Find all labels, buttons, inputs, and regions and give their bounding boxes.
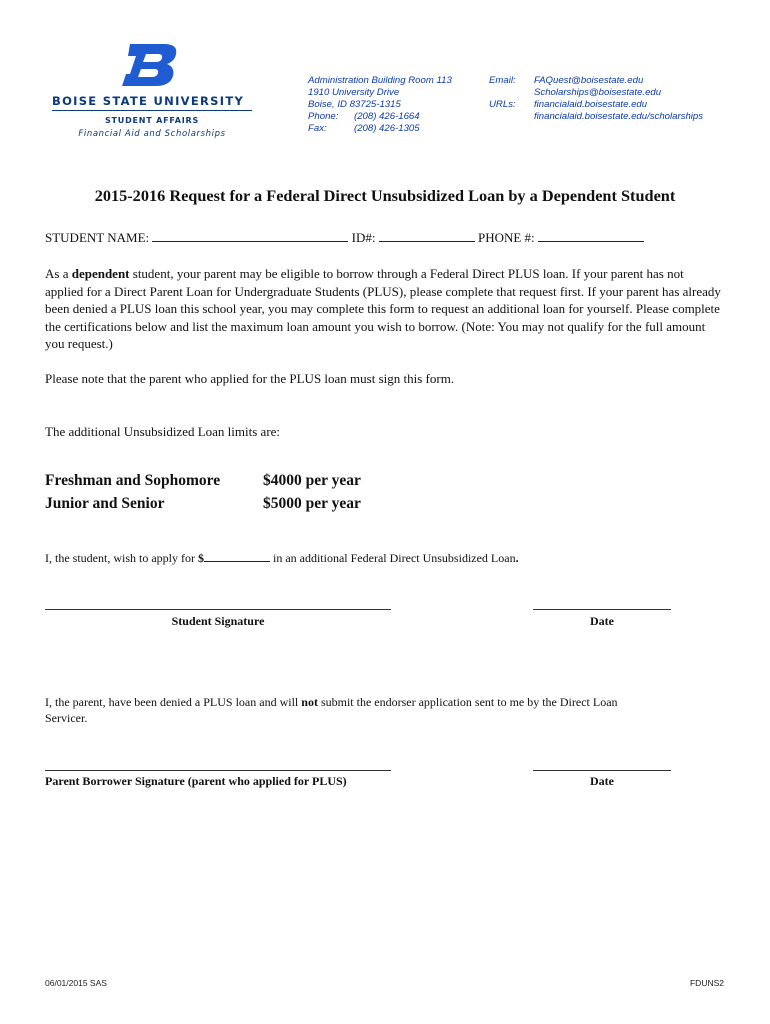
address-line: 1910 University Drive [308, 87, 400, 98]
subdepartment-name: Financial Aid and Scholarships [78, 129, 226, 139]
limit-level: Freshman and Sophomore [45, 472, 221, 489]
limit-level: Junior and Senior [45, 495, 165, 512]
student-date-line[interactable] [533, 609, 671, 610]
phone-field-label: PHONE #: [477, 230, 535, 245]
contact-block [489, 75, 703, 123]
fax-label: Fax: [308, 123, 327, 134]
currency-symbol: $ [197, 551, 204, 565]
parent-date-line[interactable] [533, 770, 671, 771]
email-label: Email: [489, 75, 516, 86]
limits-intro: The additional Unsubsidized Loan limits are: [45, 424, 281, 439]
url-link[interactable]: financialaid.boisestate.edu/scholarships [534, 111, 704, 122]
student-name-field[interactable] [152, 230, 348, 242]
form-title: 2015-2016 Request for a Federal Direct Unsubsidized Loan by a Dependent Student [94, 186, 676, 205]
student-signature-label: Student Signature [171, 614, 265, 628]
brand-name: BOISE STATE UNIVERSITY [52, 94, 245, 108]
student-name-label: STUDENT NAME: [45, 230, 150, 245]
footer-date-code: 06/01/2015 SAS [45, 978, 107, 988]
fax-number: (208) 426-1305 [354, 123, 420, 134]
student-signature-line[interactable] [45, 609, 391, 610]
parent-signature-label: Parent Borrower Signature (parent who applied for PLUS) [45, 774, 347, 788]
phone-number: (208) 426-1664 [354, 111, 420, 122]
intro-paragraph: As a dependent student, your parent may be eligible to borrow through a Federal Direct PLUS loan. If your parent has not applied for a Direct Parent Loan for Undergraduate Students (PLUS), please complete that request first. If your parent has already been denied a PLUS loan this school year, you may complete this form to request an additional loan for yourself. Please complete the certifications below and list the maximum loan amount you wish to borrow. (Note: You may not qualify for the full amount you request.) [45, 266, 721, 351]
urls-label: URLs: [489, 99, 516, 110]
loan-amount-field[interactable] [204, 550, 270, 562]
parent-note: Please note that the parent who applied for the PLUS loan must sign this form. [45, 371, 455, 386]
boise-state-b-logo-icon [120, 42, 180, 88]
department-name: STUDENT AFFAIRS [104, 116, 200, 125]
limit-amount: $4000 per year [263, 472, 361, 489]
email-link[interactable]: FAQuest@boisestate.edu [534, 75, 644, 86]
footer-form-code: FDUNS2 [689, 978, 724, 988]
dependent-emphasis: dependent [71, 266, 130, 281]
id-label: ID#: [351, 230, 376, 245]
id-field[interactable] [379, 230, 475, 242]
url-link[interactable]: financialaid.boisestate.edu [534, 99, 648, 110]
fax-row [308, 123, 452, 135]
not-emphasis: not [301, 695, 318, 709]
parent-statement: I, the parent, have been denied a PLUS loan and will not submit the endorser application sent to me by the Direct Loan Servicer. [45, 695, 618, 725]
limit-amount: $5000 per year [263, 495, 361, 512]
brand-divider [52, 110, 252, 111]
student-date-label: Date [590, 614, 614, 628]
phone-row [308, 111, 452, 123]
email-link[interactable]: Scholarships@boisestate.edu [534, 87, 662, 98]
phone-label: Phone: [308, 111, 339, 122]
apply-statement: I, the student, wish to apply for $ in an additional Federal Direct Unsubsidized Loan. [45, 551, 519, 565]
address-block [308, 75, 452, 135]
parent-date-label: Date [590, 774, 614, 788]
address-line: Administration Building Room 113 [308, 75, 452, 86]
student-info-row [45, 230, 644, 246]
address-line: Boise, ID 83725-1315 [308, 99, 401, 110]
phone-field[interactable] [538, 230, 644, 242]
parent-signature-line[interactable] [45, 770, 391, 771]
